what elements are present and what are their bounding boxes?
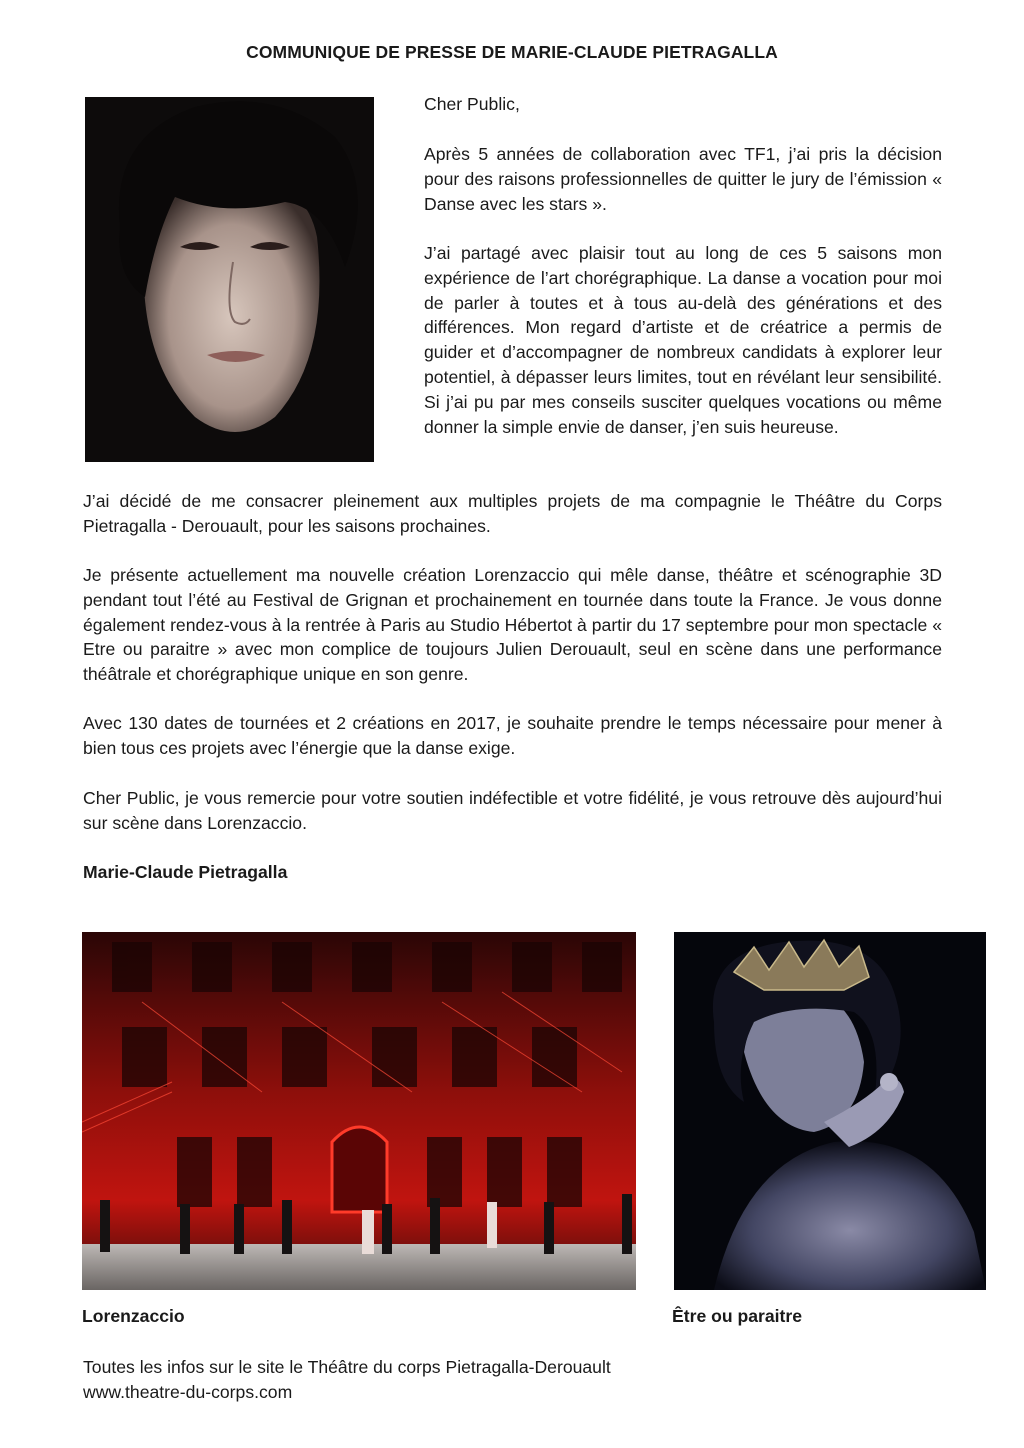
footer-info: Toutes les infos sur le site le Théâtre du corps Pietragalla-Derouault — [83, 1357, 611, 1377]
paragraph-6: Cher Public, je vous remercie pour votre soutien indéfectible et votre fidélité, je vous retrouve dès aujourd’hui sur scène dans Lorenzaccio. — [83, 788, 942, 833]
etre-ou-paraitre-caption: Être ou paraitre — [672, 1306, 803, 1326]
lorenzaccio-caption: Lorenzaccio — [82, 1306, 185, 1326]
paragraph-3: J’ai décidé de me consacrer pleinement aux multiples projets de ma compagnie le Théâtre du Corps Pietragalla - Derouault, pour les saisons prochaines. — [83, 491, 942, 536]
signature: Marie-Claude Pietragalla — [83, 862, 288, 882]
paragraph-4: Je présente actuellement ma nouvelle création Lorenzaccio qui mêle danse, théâtre et scénographie 3D pendant tout l’été au Festival de Grignan et prochainement en tournée dans toute la France. Je vous donne également rendez-vous à la rentrée à Paris au Studio Hébertot à partir du 17 septembre pour mon spectacle « Etre ou paraitre » avec mon complice de toujours Julien Derouault, seul en scène dans une performance théâtrale et chorégraphique unique en son genre. — [83, 565, 942, 685]
etre-ou-paraitre-photo — [674, 932, 986, 1290]
paragraph-5: Avec 130 dates de tournées et 2 créations en 2017, je souhaite prendre le temps nécessaire pour mener à bien tous ces projets avec l’énergie que la danse exige. — [83, 713, 942, 758]
salutation: Cher Public, — [424, 94, 520, 114]
paragraph-2: J’ai partagé avec plaisir tout au long de ces 5 saisons mon expérience de l’art chorégraphique. La danse a vocation pour moi de parler à toutes et à tous au-delà des générations et des différences. Mon regard d’artiste et de créatrice a permis de guider et d’accompagner de nombreux candidats à explorer leur potentiel, à dépasser leurs limites, tout en révélant leur sensibilité. Si j’ai pu par mes conseils susciter quelques vocations ou même donner la simple envie de danser, j’en suis heureuse. — [424, 243, 942, 437]
lorenzaccio-photo — [82, 932, 636, 1290]
footer-url[interactable]: www.theatre-du-corps.com — [83, 1382, 293, 1402]
paragraph-1: Après 5 années de collaboration avec TF1, j’ai pris la décision pour des raisons professionnelles de quitter le jury de l’émission « Danse avec les stars ». — [424, 144, 942, 214]
portrait-photo — [85, 97, 374, 462]
page-title: COMMUNIQUE DE PRESSE DE MARIE-CLAUDE PIETRAGALLA — [246, 42, 778, 62]
